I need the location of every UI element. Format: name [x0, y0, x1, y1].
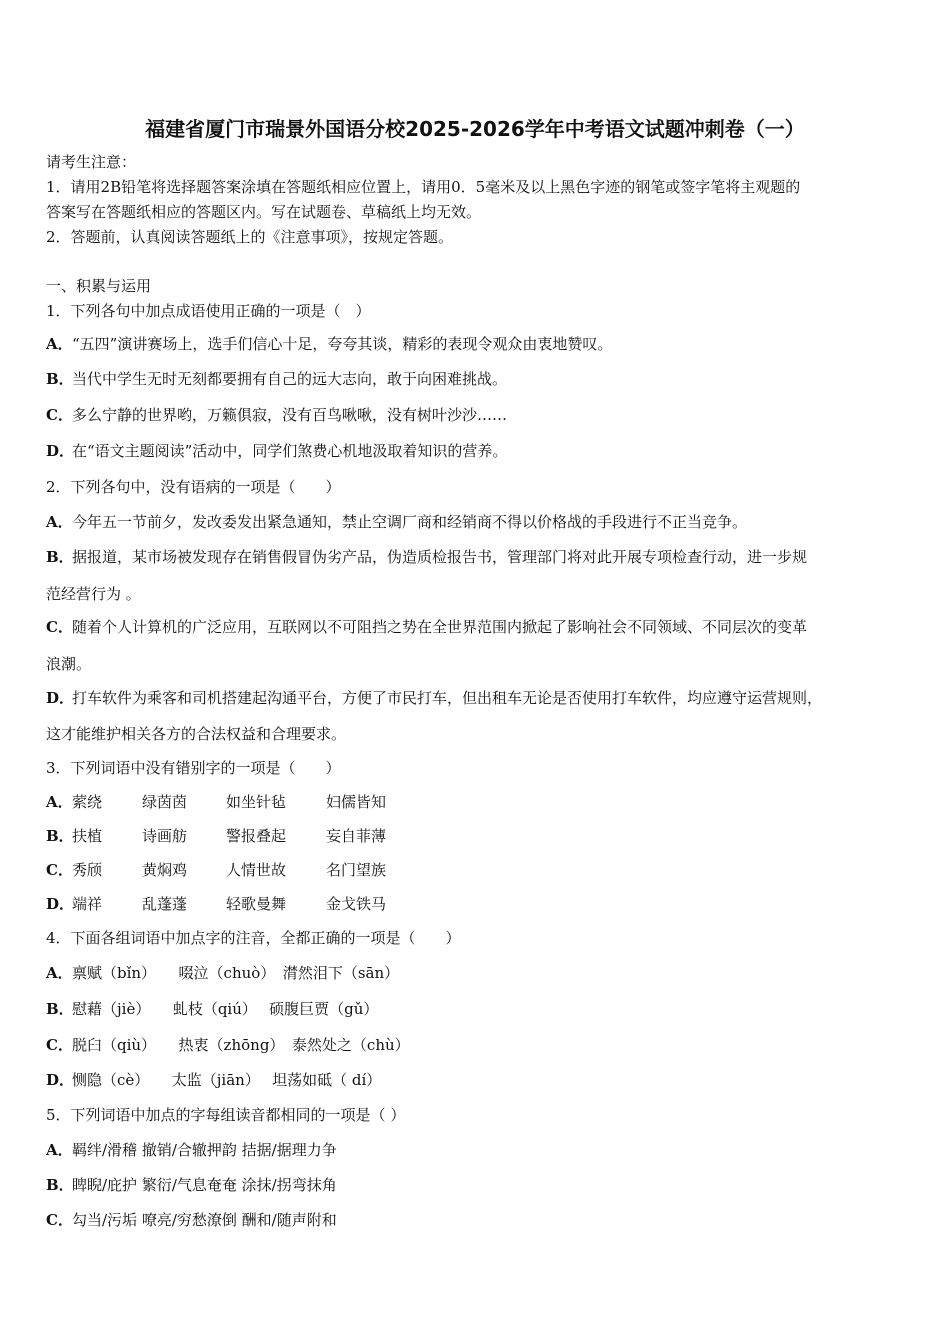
word: 黄焖鸡	[142, 861, 188, 879]
q1-option-b	[46, 369, 507, 389]
q1-option-c	[46, 405, 507, 425]
q3-option-c	[46, 860, 386, 880]
option-label: B．	[46, 548, 74, 566]
q3-option-d	[46, 894, 386, 914]
word: 人情世故	[226, 861, 287, 879]
option-text: 多么宁静的世界哟，万籁俱寂，没有百鸟啾啾，没有树叶沙沙……	[72, 406, 508, 424]
option-label: A．	[46, 1141, 73, 1159]
option-text: 禀赋（bǐn） 啜泣（chuò） 潸然泪下（sān）	[72, 964, 400, 982]
option-label: A．	[46, 793, 73, 811]
option-label: C．	[46, 618, 73, 636]
word: 金戈铁马	[326, 895, 387, 913]
q2-option-c	[46, 617, 807, 637]
word: 端祥	[72, 895, 103, 913]
option-label: A．	[46, 335, 73, 353]
option-text: 睥睨/庇护 繁衍/气息奄奄 涂抹/拐弯抹角	[72, 1176, 337, 1194]
notice-heading: 请考生注意：	[46, 153, 137, 171]
q2-option-d-cont: 这才能维护相关各方的合法权益和合理要求。	[46, 725, 347, 743]
q1-stem: 1．下列各句中加点成语使用正确的一项是（ ）	[46, 302, 371, 320]
option-text: 恻隐（cè） 太监（jiān） 坦荡如砥（ dí）	[72, 1071, 382, 1089]
notice-item-1b: 答案写在答题纸相应的答题区内。写在试题卷、草稿纸上均无效。	[46, 203, 482, 221]
q3-stem: 3．下列词语中没有错别字的一项是（ ）	[46, 759, 341, 777]
q4-option-b	[46, 999, 378, 1019]
option-text: 打车软件为乘客和司机搭建起沟通平台，方便了市民打车，但出租车无论是否使用打车软件，均应遵守运营规则，	[72, 689, 823, 707]
option-text: 勾当/污垢 嘹亮/穷愁潦倒 酬和/随声附和	[72, 1211, 337, 1229]
word: 秀颀	[72, 861, 103, 879]
option-label: B．	[46, 370, 74, 388]
option-label: A．	[46, 513, 73, 531]
q2-option-d	[46, 688, 822, 708]
option-text: 脱臼（qiù） 热衷（zhōng） 泰然处之（chù）	[72, 1036, 410, 1054]
option-label: B．	[46, 1000, 74, 1018]
section-heading: 一、积累与运用	[46, 277, 152, 295]
option-label: D．	[46, 442, 75, 460]
word: 诗画舫	[142, 827, 188, 845]
notice-item-1a: 1．请用2B铅笔将选择题答案涂填在答题纸相应位置上，请用0．5毫米及以上黑色字迹的钢笔或签字笔将主观题的	[46, 178, 801, 196]
q4-option-c	[46, 1035, 410, 1055]
option-text: 今年五一节前夕，发改委发出紧急通知，禁止空调厂商和经销商不得以价格战的手段进行不正当竞争。	[72, 513, 748, 531]
option-label: C．	[46, 861, 73, 879]
option-label: D．	[46, 895, 75, 913]
page-title: 福建省厦门市瑞景外国语分校2025-2026学年中考语文试题冲刺卷（一）	[145, 117, 805, 141]
option-label: D．	[46, 689, 75, 707]
q4-stem: 4．下面各组词语中加点字的注音，全都正确的一项是（ ）	[46, 929, 461, 947]
q5-option-b	[46, 1175, 337, 1195]
q2-option-c-cont: 浪潮。	[46, 655, 92, 673]
word: 警报叠起	[226, 827, 287, 845]
q2-option-b	[46, 547, 807, 567]
word: 妇儒皆知	[326, 793, 387, 811]
option-text: “五四”演讲赛场上，选手们信心十足，夸夸其谈，精彩的表现令观众由衷地赞叹。	[72, 335, 613, 353]
word: 绿茵茵	[142, 793, 188, 811]
option-label: C．	[46, 1211, 73, 1229]
option-text: 随着个人计算机的广泛应用，互联网以不可阻挡之势在全世界范围内掀起了影响社会不同领域、不同层次的变革	[72, 618, 808, 636]
word: 名门望族	[326, 861, 387, 879]
q5-stem: 5．下列词语中加点的字每组读音都相同的一项是（ ）	[46, 1106, 406, 1124]
option-text: 羁绊/滑稽 撤销/合辙押韵 拮据/据理力争	[72, 1141, 337, 1159]
q5-option-a	[46, 1140, 337, 1160]
q3-option-a	[46, 792, 386, 812]
option-label: C．	[46, 406, 73, 424]
q1-option-a	[46, 334, 612, 354]
word: 乱蓬蓬	[142, 895, 188, 913]
option-text: 当代中学生无时无刻都要拥有自己的远大志向，敢于向困难挑战。	[72, 370, 508, 388]
notice-item-2: 2．答题前，认真阅读答题纸上的《注意事项》，按规定答题。	[46, 228, 454, 246]
q5-option-c	[46, 1210, 337, 1230]
q1-option-d	[46, 441, 507, 461]
word: 轻歌曼舞	[226, 895, 287, 913]
option-text: 据报道，某市场被发现存在销售假冒伪劣产品，伪造质检报告书，管理部门将对此开展专项检查行动，进一步规	[72, 548, 808, 566]
word: 妄自菲薄	[326, 827, 387, 845]
q2-stem: 2．下列各句中，没有语病的一项是（ ）	[46, 478, 341, 496]
option-label: C．	[46, 1036, 73, 1054]
option-text: 慰藉（jiè） 虬枝（qiú） 硕腹巨贾（gǔ）	[72, 1000, 379, 1018]
q4-option-d	[46, 1070, 381, 1090]
q4-option-a	[46, 963, 399, 983]
option-label: B．	[46, 1176, 74, 1194]
option-label: D．	[46, 1071, 75, 1089]
option-text: 在“语文主题阅读”活动中，同学们煞费心机地汲取着知识的营养。	[72, 442, 508, 460]
option-label: B．	[46, 827, 74, 845]
word: 萦绕	[72, 793, 103, 811]
q3-option-b	[46, 826, 386, 846]
word: 如坐针毡	[226, 793, 287, 811]
q2-option-b-cont: 范经营行为 。	[46, 585, 141, 603]
option-label: A．	[46, 964, 73, 982]
q2-option-a	[46, 512, 747, 532]
word: 扶植	[72, 827, 103, 845]
